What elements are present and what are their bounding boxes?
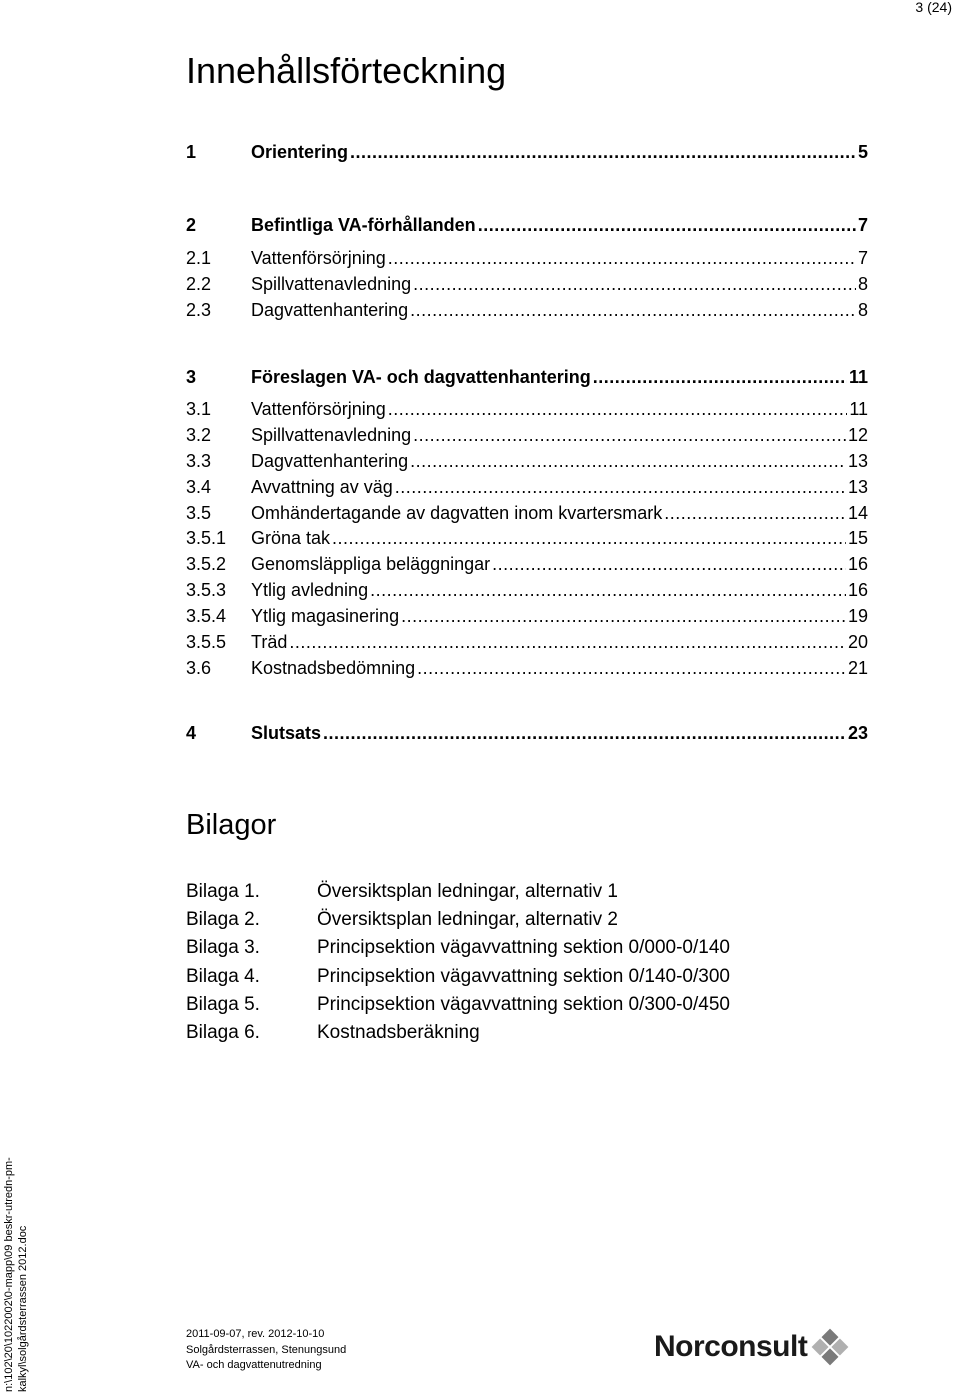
toc-entry-title: Ytlig avledning (251, 580, 369, 600)
toc-entry-title: Dagvattenhantering (251, 300, 409, 320)
toc-entry-title: Träd (251, 632, 288, 652)
toc-entry-page: 23 (847, 723, 868, 743)
toc-entry-number: 1 (186, 142, 197, 162)
toc-entry-page: 7 (857, 215, 868, 235)
toc-entry-number: 3.5.3 (186, 580, 227, 600)
toc-dot-leader (664, 502, 846, 524)
toc-entry-page: 11 (848, 367, 868, 387)
toc-entry-title: Spillvattenavledning (251, 425, 412, 445)
toc-entry[interactable] (186, 579, 868, 601)
toc-entry-title: Genomsläppliga beläggningar (251, 554, 491, 574)
toc-entry-number: 3.1 (186, 399, 212, 419)
toc-entry-title: Kostnadsbedömning (251, 658, 416, 678)
appendix-title: Översiktsplan ledningar, alternativ 1 (317, 881, 618, 902)
toc-entry[interactable] (186, 398, 868, 420)
toc-entry[interactable] (186, 631, 868, 653)
toc-entry[interactable] (186, 299, 868, 321)
appendices-heading: Bilagor (186, 809, 277, 841)
appendix-title: Principsektion vägavvattning sektion 0/000-0/140 (317, 937, 730, 958)
toc-entry[interactable] (186, 476, 868, 498)
toc-entry-number: 3.5.4 (186, 606, 227, 626)
toc-entry-number: 2.3 (186, 300, 212, 320)
toc-entry-title: Spillvattenavledning (251, 274, 412, 294)
appendix-title: Principsektion vägavvattning sektion 0/300-0/450 (317, 994, 730, 1015)
toc-dot-leader (323, 722, 846, 744)
toc-entry[interactable] (186, 450, 868, 472)
toc-entry-title: Gröna tak (251, 528, 331, 548)
toc-entry-page: 20 (847, 632, 868, 652)
file-path-line-1: n:\102\20\1022002\0-mapp\09 beskr-utredn-pm- (3, 1157, 15, 1392)
toc-entry-number: 3.3 (186, 451, 212, 471)
toc-entry[interactable] (186, 657, 868, 679)
toc-entry-page: 19 (847, 606, 868, 626)
appendix-title: Översiktsplan ledningar, alternativ 2 (317, 909, 618, 930)
toc-entry-title: Omhändertagande av dagvatten inom kvartersmark (251, 503, 663, 523)
toc-dot-leader (370, 579, 846, 601)
toc-dot-leader (413, 424, 846, 446)
toc-dot-leader (395, 476, 846, 498)
toc-entry[interactable] (186, 553, 868, 575)
toc-entry[interactable] (186, 502, 868, 524)
toc-entry-title: Föreslagen VA- och dagvattenhantering (251, 367, 591, 387)
norconsult-logo (654, 1328, 849, 1366)
toc-entry-title: Vattenförsörjning (251, 248, 386, 268)
appendix-label: Bilaga 6. (186, 1022, 260, 1043)
toc-dot-leader (492, 553, 846, 575)
toc-entry-page: 12 (847, 425, 868, 445)
toc-entry-title: Orientering (251, 142, 349, 162)
page-number: 3 (24) (915, 0, 952, 15)
toc-entry[interactable] (186, 141, 868, 163)
appendix-label: Bilaga 5. (186, 994, 260, 1015)
toc-entry-title: Befintliga VA-förhållanden (251, 215, 476, 235)
toc-entry-number: 2.2 (186, 274, 212, 294)
toc-entry-page: 7 (857, 248, 868, 268)
appendix-label: Bilaga 1. (186, 881, 260, 902)
footer (186, 1327, 346, 1374)
appendix-label: Bilaga 2. (186, 909, 260, 930)
footer-project: Solgårdsterrassen, Stenungsund (186, 1343, 347, 1356)
toc-entry[interactable] (186, 527, 868, 549)
toc-heading: Innehållsförteckning (186, 50, 507, 91)
toc-dot-leader (593, 366, 847, 388)
toc-entry-page: 16 (847, 580, 868, 600)
toc-dot-leader (478, 214, 856, 236)
toc-entry-number: 3.5.2 (186, 554, 227, 574)
toc-entry-number: 2.1 (186, 248, 212, 268)
toc-dot-leader (413, 273, 856, 295)
diamond-logo-icon (811, 1328, 849, 1366)
toc-dot-leader (289, 631, 846, 653)
appendix-label: Bilaga 4. (186, 966, 260, 987)
toc-entry-number: 3.5.1 (186, 528, 227, 548)
toc-entry-number: 3.5 (186, 503, 212, 523)
toc-entry-number: 3.2 (186, 425, 212, 445)
toc-entry-title: Slutsats (251, 723, 322, 743)
toc-dot-leader (388, 398, 848, 420)
toc-entry[interactable] (186, 424, 868, 446)
toc-dot-leader (417, 657, 846, 679)
toc-entry-number: 3.4 (186, 477, 212, 497)
toc-entry-page: 8 (857, 300, 868, 320)
footer-date: 2011-09-07, rev. 2012-10-10 (186, 1328, 325, 1340)
toc-dot-leader (401, 605, 846, 627)
toc-entry-number: 2 (186, 215, 197, 235)
toc-entry-page: 5 (857, 142, 868, 162)
toc-entry-title: Vattenförsörjning (251, 399, 386, 419)
toc-dot-leader (410, 299, 856, 321)
toc-entry[interactable] (186, 214, 868, 236)
appendix-label: Bilaga 3. (186, 937, 260, 958)
logo-text: Norconsult (654, 1330, 808, 1363)
toc-entry-page: 14 (847, 503, 868, 523)
toc-entry[interactable] (186, 722, 868, 744)
toc-entry-number: 3.5.5 (186, 632, 227, 652)
appendix-title: Kostnadsberäkning (317, 1022, 480, 1043)
toc-entry-page: 16 (847, 554, 868, 574)
toc-dot-leader (410, 450, 846, 472)
footer-report: VA- och dagvattenutredning (186, 1359, 322, 1371)
toc-dot-leader (332, 527, 846, 549)
toc-entry-page: 15 (847, 528, 868, 548)
toc-entry-title: Ytlig magasinering (251, 606, 400, 626)
toc-entry[interactable] (186, 247, 868, 269)
toc-entry-page: 13 (847, 477, 868, 497)
toc-entry-title: Avvattning av väg (251, 477, 393, 497)
toc-entry[interactable] (186, 273, 868, 295)
toc-entry-page: 21 (847, 658, 868, 678)
appendix-title: Principsektion vägavvattning sektion 0/140-0/300 (317, 966, 730, 987)
toc-dot-leader (350, 141, 856, 163)
toc-entry[interactable] (186, 605, 868, 627)
toc-entry-page: 13 (847, 451, 868, 471)
toc-entry-page: 11 (849, 399, 868, 419)
toc-entry-number: 4 (186, 723, 197, 743)
toc-entry-number: 3.6 (186, 658, 212, 678)
toc-dot-leader (388, 247, 856, 269)
toc-entry-title: Dagvattenhantering (251, 451, 409, 471)
toc-entry[interactable] (186, 366, 868, 388)
file-path (2, 1157, 30, 1392)
file-path-line-2: kalkyl\solgårdsterrassen 2012.doc (17, 1225, 29, 1392)
toc-entry-page: 8 (857, 274, 868, 294)
toc-entry-number: 3 (186, 367, 197, 387)
